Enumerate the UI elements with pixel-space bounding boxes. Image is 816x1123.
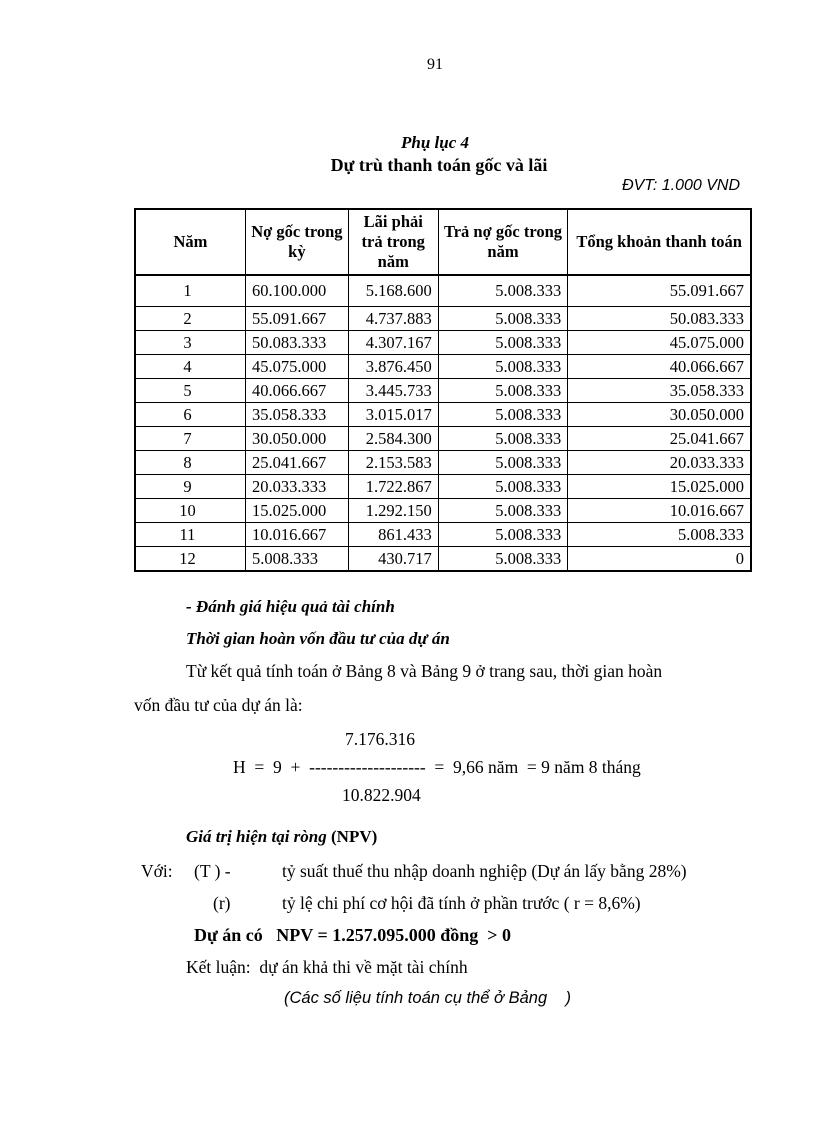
cell-repayment: 5.008.333 [438, 451, 568, 475]
cell-principal: 60.100.000 [245, 275, 348, 307]
cell-interest: 2.153.583 [348, 451, 438, 475]
cell-principal: 55.091.667 [245, 307, 348, 331]
cell-year: 2 [135, 307, 245, 331]
cell-year: 9 [135, 475, 245, 499]
table-row [135, 307, 751, 331]
header-principal: Nợ gốc trong kỳ [245, 209, 348, 275]
cell-interest: 3.445.733 [348, 379, 438, 403]
cell-repayment: 5.008.333 [438, 355, 568, 379]
header-interest: Lãi phải trả trong năm [348, 209, 438, 275]
appendix-title: Phụ lục 4 [400, 133, 470, 152]
npv-result: Dự án có NPV = 1.257.095.000 đồng > 0 [194, 925, 512, 945]
cell-principal: 40.066.667 [245, 379, 348, 403]
conclusion: Kết luận: dự án khả thi về mặt tài chính [186, 957, 468, 977]
t-description: tỷ suất thuế thu nhập doanh nghiệp (Dự án lấy bằng 28%) [282, 861, 687, 881]
cell-year: 6 [135, 403, 245, 427]
cell-repayment: 5.008.333 [438, 275, 568, 307]
header-total: Tổng khoản thanh toán [568, 209, 751, 275]
cell-interest: 3.015.017 [348, 403, 438, 427]
cell-year: 1 [135, 275, 245, 307]
cell-total: 10.016.667 [568, 499, 751, 523]
table-row [135, 331, 751, 355]
cell-repayment: 5.008.333 [438, 403, 568, 427]
cell-repayment: 5.008.333 [438, 379, 568, 403]
cell-principal: 20.033.333 [245, 475, 348, 499]
r-description: tỷ lệ chi phí cơ hội đã tính ở phần trước ( r = 8,6%) [282, 893, 641, 913]
npv-heading-abbr: (NPV) [331, 827, 378, 846]
table-row [135, 379, 751, 403]
cell-repayment: 5.008.333 [438, 331, 568, 355]
page-number: 91 [427, 56, 443, 73]
unit-note: ĐVT: 1.000 VND [622, 177, 740, 194]
cell-interest: 1.292.150 [348, 499, 438, 523]
cell-interest: 861.433 [348, 523, 438, 547]
cell-principal: 35.058.333 [245, 403, 348, 427]
table-row [135, 499, 751, 523]
payback-formula: H = 9 + -------------------- = 9,66 năm = 9 năm 8 tháng [233, 757, 641, 777]
header-repayment: Trả nợ gốc trong năm [438, 209, 568, 275]
table-row [135, 275, 751, 307]
t-symbol: (T ) - [194, 861, 231, 881]
cell-year: 8 [135, 451, 245, 475]
cell-year: 4 [135, 355, 245, 379]
cell-principal: 15.025.000 [245, 499, 348, 523]
npv-heading-title: Giá trị hiện tại ròng [186, 827, 327, 846]
header-year: Năm [135, 209, 245, 275]
cell-principal: 25.041.667 [245, 451, 348, 475]
cell-repayment: 5.008.333 [438, 307, 568, 331]
cell-repayment: 5.008.333 [438, 427, 568, 451]
cell-repayment: 5.008.333 [438, 523, 568, 547]
cell-total: 30.050.000 [568, 403, 751, 427]
cell-year: 5 [135, 379, 245, 403]
table-row [135, 427, 751, 451]
table-row [135, 355, 751, 379]
r-symbol: (r) [213, 893, 231, 913]
cell-principal: 10.016.667 [245, 523, 348, 547]
cell-interest: 4.737.883 [348, 307, 438, 331]
paragraph-line-2: vốn đầu tư của dự án là: [134, 695, 303, 715]
table-row [135, 451, 751, 475]
table-row [135, 547, 751, 572]
cell-year: 12 [135, 547, 245, 572]
cell-total: 15.025.000 [568, 475, 751, 499]
evaluation-heading: - Đánh giá hiệu quả tài chính [186, 597, 395, 616]
with-label: Với: [141, 861, 173, 881]
cell-total: 45.075.000 [568, 331, 751, 355]
cell-year: 10 [135, 499, 245, 523]
cell-interest: 3.876.450 [348, 355, 438, 379]
cell-repayment: 5.008.333 [438, 475, 568, 499]
cell-interest: 430.717 [348, 547, 438, 572]
cell-principal: 45.075.000 [245, 355, 348, 379]
paragraph-line-1: Từ kết quả tính toán ở Bảng 8 và Bảng 9 ở trang sau, thời gian hoàn [186, 661, 663, 681]
cell-total: 0 [568, 547, 751, 572]
cell-repayment: 5.008.333 [438, 499, 568, 523]
table-header-row [135, 209, 751, 275]
cell-year: 7 [135, 427, 245, 451]
formula-numerator: 7.176.316 [345, 729, 415, 749]
cell-principal: 5.008.333 [245, 547, 348, 572]
cell-interest: 5.168.600 [348, 275, 438, 307]
loan-repayment-table [134, 208, 752, 572]
reference-note: (Các số liệu tính toán cụ thể ở Bảng ) [284, 989, 571, 1007]
cell-repayment: 5.008.333 [438, 547, 568, 572]
cell-interest: 2.584.300 [348, 427, 438, 451]
npv-heading [186, 827, 377, 847]
cell-total: 25.041.667 [568, 427, 751, 451]
cell-total: 35.058.333 [568, 379, 751, 403]
cell-total: 5.008.333 [568, 523, 751, 547]
cell-total: 55.091.667 [568, 275, 751, 307]
table-title: Dự trù thanh toán gốc và lãi [330, 155, 548, 175]
cell-total: 50.083.333 [568, 307, 751, 331]
cell-principal: 50.083.333 [245, 331, 348, 355]
table-row [135, 403, 751, 427]
formula-denominator: 10.822.904 [342, 785, 421, 805]
table-row [135, 475, 751, 499]
cell-total: 40.066.667 [568, 355, 751, 379]
cell-year: 3 [135, 331, 245, 355]
payback-heading: Thời gian hoàn vốn đầu tư của dự án [186, 629, 450, 648]
cell-year: 11 [135, 523, 245, 547]
table-row [135, 523, 751, 547]
cell-principal: 30.050.000 [245, 427, 348, 451]
cell-interest: 4.307.167 [348, 331, 438, 355]
cell-interest: 1.722.867 [348, 475, 438, 499]
cell-total: 20.033.333 [568, 451, 751, 475]
